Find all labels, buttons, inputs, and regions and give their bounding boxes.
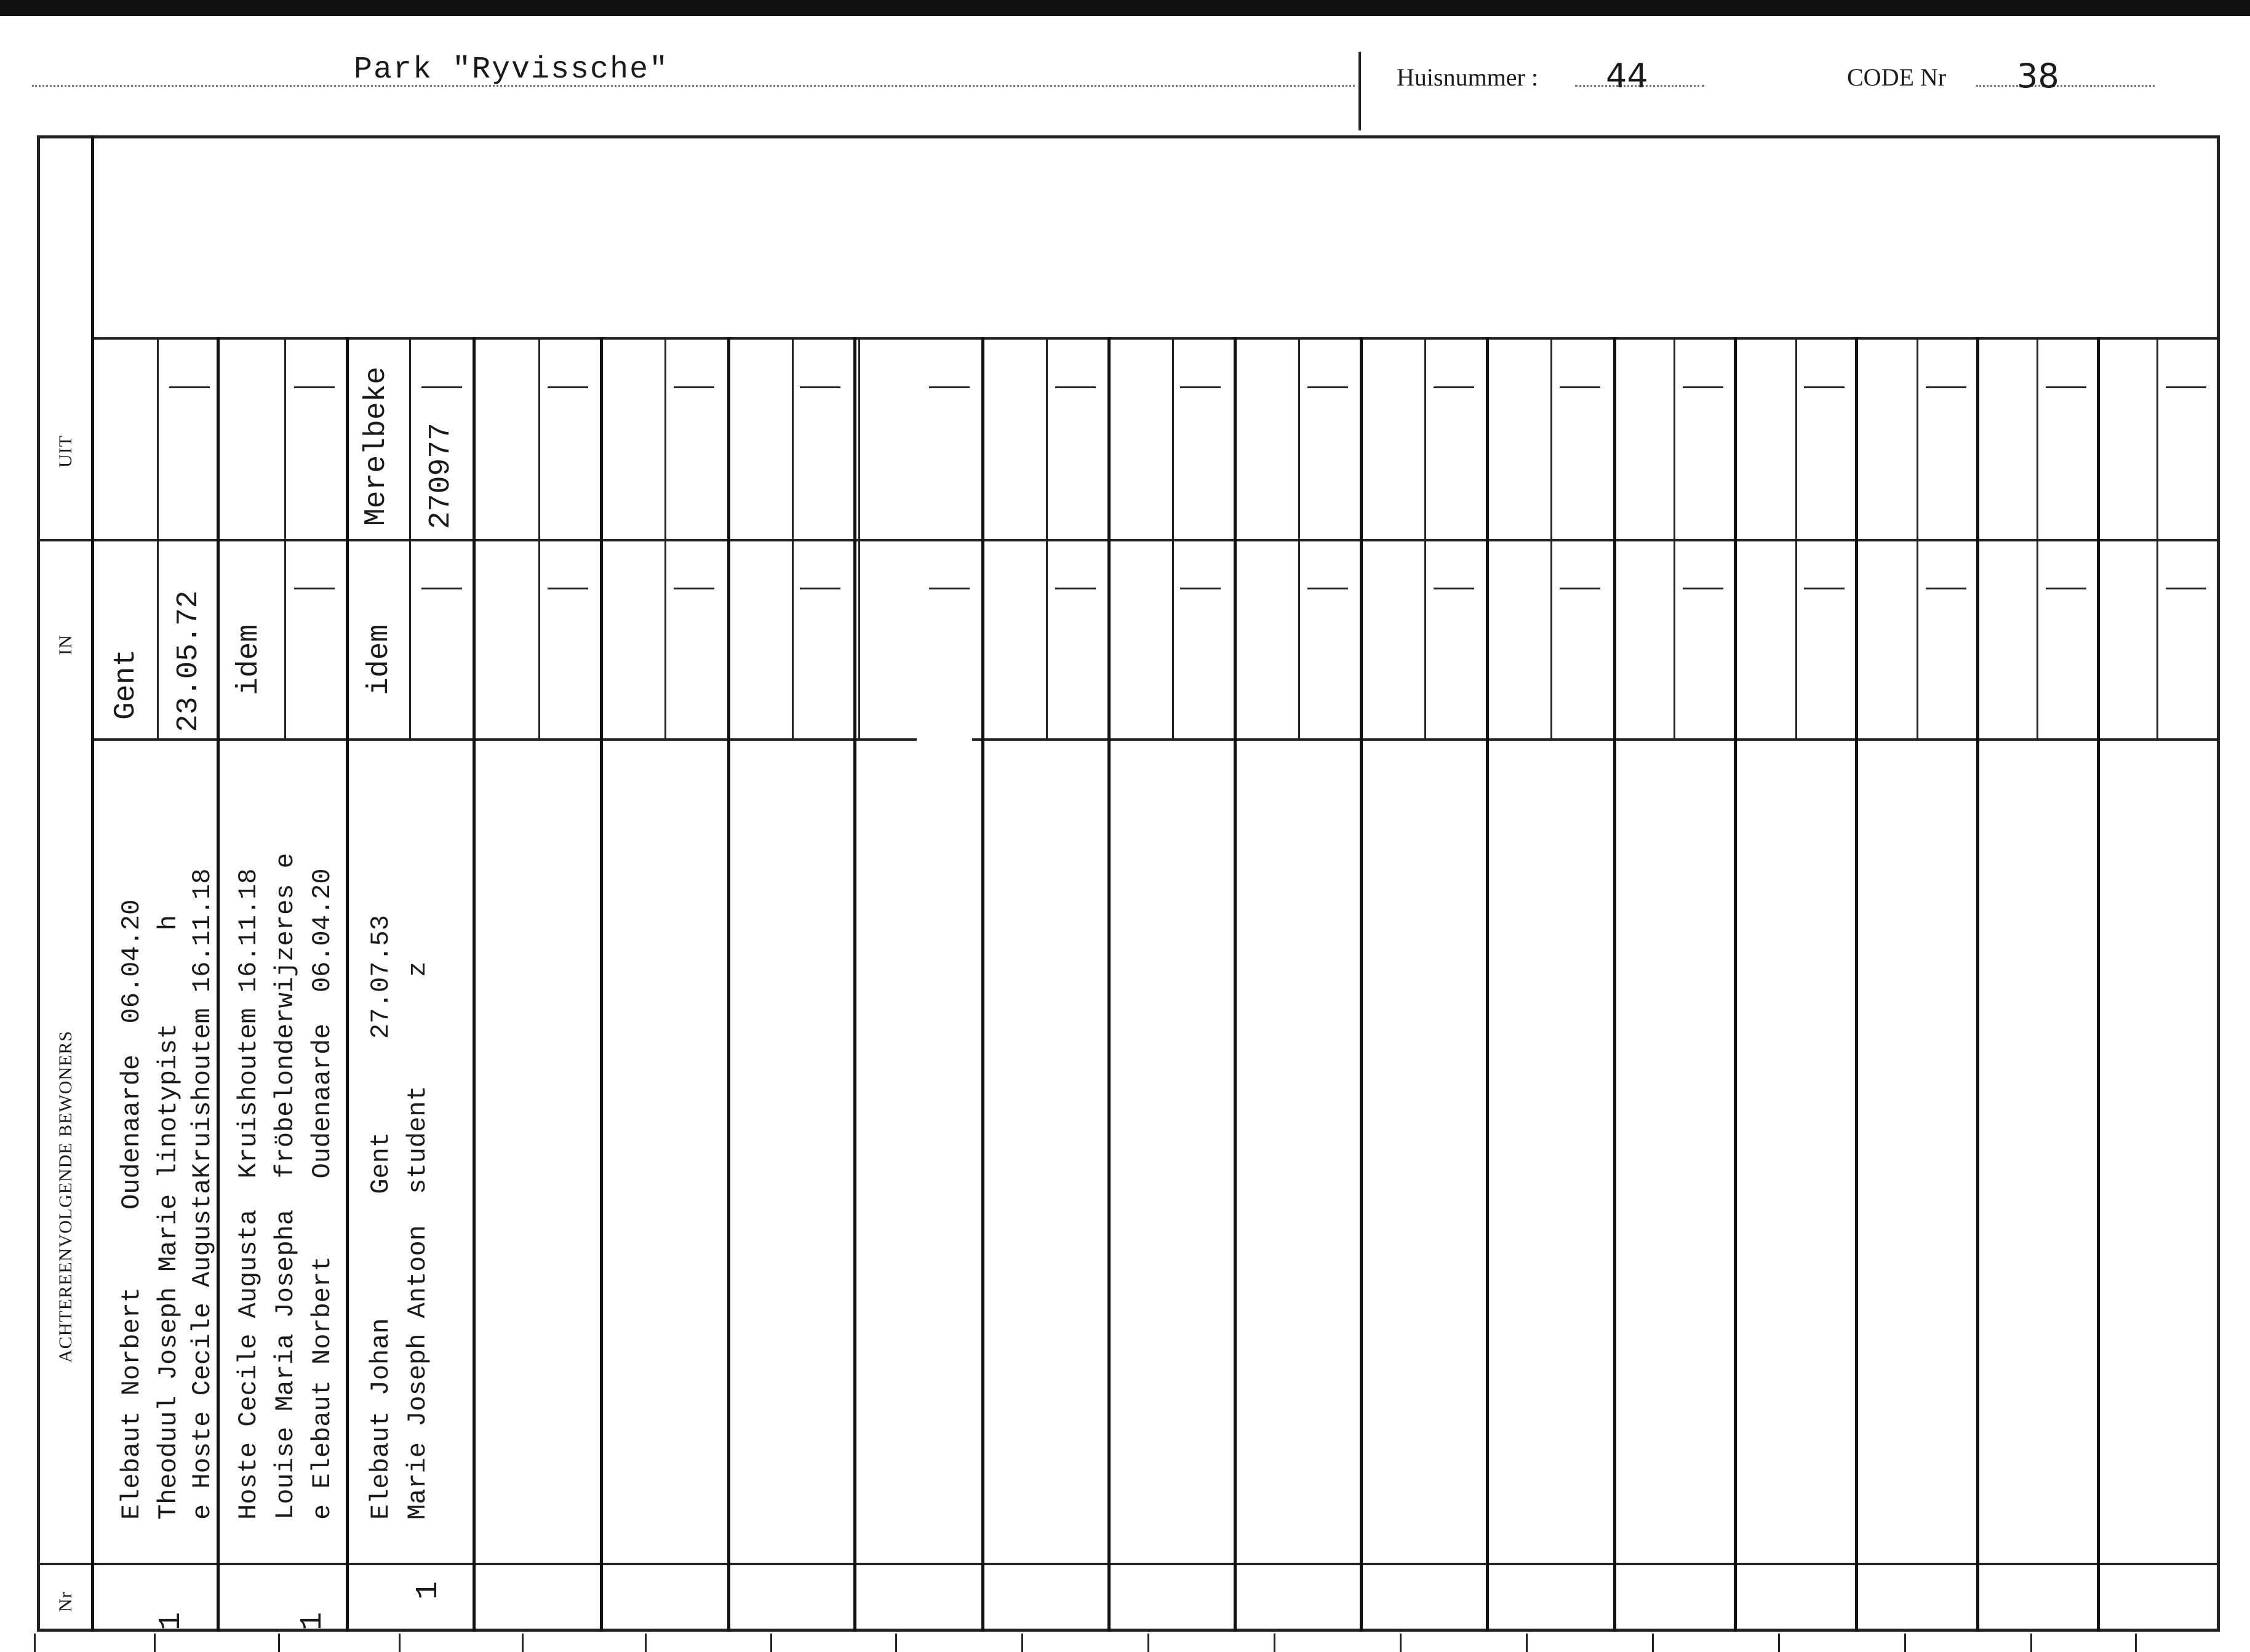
uit-dash: [1434, 386, 1474, 388]
sub-divider-7: [858, 337, 860, 738]
uit-dash: [421, 386, 462, 388]
bottom-tick: [2135, 1634, 2137, 1652]
entry-3-uit-date: 270977: [425, 423, 458, 529]
sub-divider-5: [664, 337, 666, 738]
entry-3-line-1: Elebaut Johan Gent 27.07.53: [366, 915, 396, 1520]
street-dotted-line: [32, 85, 1355, 87]
in-dash: [1180, 588, 1221, 589]
entry-1-in-place: Gent: [110, 648, 143, 720]
in-dash: [1434, 588, 1474, 589]
sub-divider-13: [1674, 337, 1675, 738]
entry-1-line-3: e Hoste Cecile AugustaKruishoutem 16.11.18: [188, 868, 217, 1520]
in-dash: [2046, 588, 2086, 589]
in-dash: [929, 588, 970, 589]
entry-3-uit-place: Merelbeke: [360, 366, 393, 526]
bottom-tick: [1652, 1634, 1654, 1652]
sub-divider-8: [1046, 337, 1048, 738]
entry-divider-15: [1976, 337, 1979, 1632]
uit-dash: [674, 386, 714, 388]
in-dash: [1683, 588, 1723, 589]
in-dash: [1055, 588, 1096, 589]
entry-divider-7: [981, 337, 984, 1632]
uit-dash: [169, 386, 210, 388]
entry-divider-5: [727, 337, 730, 1632]
code-dotted-line: [1976, 85, 2155, 87]
in-dash: [421, 588, 462, 589]
in-dash: [2166, 588, 2206, 589]
entry-divider-4: [600, 337, 603, 1632]
uit-dash: [929, 386, 970, 388]
entry-divider-12: [1613, 337, 1616, 1632]
entry-divider-13: [1734, 337, 1737, 1632]
in-dash: [1926, 588, 1966, 589]
entry-1-line-2: Theoduul Joseph Marie linotypist h: [154, 915, 183, 1520]
bottom-tick: [154, 1634, 156, 1652]
uit-dash: [1307, 386, 1348, 388]
sub-divider-15: [1917, 337, 1918, 738]
entry-divider-2: [346, 337, 349, 1632]
entry-2-line-2: Louise Maria Josepha fröbelonderwijzeres e: [271, 853, 300, 1520]
bottom-tick: [1147, 1634, 1149, 1652]
entry-2-line-1: Hoste Cecile Augusta Kruishoutem 16.11.18: [234, 868, 263, 1520]
bottom-tick: [770, 1634, 772, 1652]
entry-3-in-place: idem: [363, 624, 396, 695]
entry-divider-9: [1234, 337, 1237, 1632]
entry-1-nr: 1: [154, 1611, 189, 1630]
sub-divider-11: [1424, 337, 1426, 738]
bottom-tick: [645, 1634, 647, 1652]
entry-2-line-3: e Elebaut Norbert Oudenaarde 06.04.20: [308, 868, 337, 1520]
entry-divider-14: [1855, 337, 1858, 1632]
uit-dash: [2046, 386, 2086, 388]
entry-divider-16: [2097, 337, 2100, 1632]
in-label: IN: [55, 634, 76, 655]
bottom-tick: [278, 1634, 280, 1652]
street-name: Park "Ryvissche": [354, 52, 669, 87]
sub-divider-6: [792, 337, 794, 738]
bottom-tick: [1021, 1634, 1023, 1652]
uit-dash: [1926, 386, 1966, 388]
uit-dash: [1804, 386, 1845, 388]
sub-divider-14: [1795, 337, 1797, 738]
in-top-line: [37, 539, 2220, 541]
bewoners-top-line-left: [92, 738, 917, 741]
uit-dash: [2166, 386, 2206, 388]
entry-divider-3: [473, 337, 476, 1632]
in-dash: [1307, 588, 1348, 589]
bewoners-top-line-right: [972, 738, 2220, 741]
sub-divider-17: [2156, 337, 2158, 738]
entry-divider-8: [1107, 337, 1111, 1632]
entry-divider-10: [1360, 337, 1363, 1632]
uit-dash: [1683, 386, 1723, 388]
sub-divider-16: [2037, 337, 2038, 738]
uit-label: UIT: [55, 435, 76, 468]
bottom-tick: [2030, 1634, 2032, 1652]
in-dash: [800, 588, 840, 589]
in-dash: [674, 588, 714, 589]
entry-1-line-1: Elebaut Norbert Oudenaarde 06.04.20: [117, 899, 146, 1520]
bottom-tick: [522, 1634, 524, 1652]
sub-divider-2: [284, 337, 286, 738]
in-dash: [1804, 588, 1845, 589]
uit-dash: [800, 386, 840, 388]
bottom-tick: [1526, 1634, 1528, 1652]
uit-dash: [1180, 386, 1221, 388]
bottom-tick: [34, 1634, 36, 1652]
bewoners-label: ACHTEREENVOLGENDE BEWONERS: [55, 1030, 76, 1363]
sub-divider-12: [1550, 337, 1552, 738]
entry-1-in-date: 23.05.72: [172, 590, 205, 732]
uit-top-line: [92, 337, 2220, 340]
uit-dash: [294, 386, 335, 388]
code-value: 38: [2017, 57, 2059, 95]
bottom-tick: [1400, 1634, 1402, 1652]
bottom-tick: [1274, 1634, 1275, 1652]
uit-dash: [548, 386, 588, 388]
uit-dash: [1055, 386, 1096, 388]
entry-2-nr: 1: [295, 1611, 330, 1630]
bottom-tick: [1904, 1634, 1906, 1652]
register-table: [37, 135, 2220, 1632]
sub-divider-9: [1172, 337, 1174, 738]
entry-3-line-2: Marie Joseph Antoon student z: [403, 961, 433, 1520]
nr-top-line: [37, 1563, 2220, 1565]
in-dash: [1560, 588, 1600, 589]
entry-divider-6: [853, 337, 856, 1632]
entry-divider-11: [1486, 337, 1489, 1632]
sub-divider-4: [538, 337, 540, 738]
sub-divider-3: [409, 337, 411, 738]
sub-divider-1: [157, 337, 159, 738]
bottom-tick: [399, 1634, 401, 1652]
label-column-divider: [91, 135, 94, 1632]
uit-dash: [1560, 386, 1600, 388]
entry-2-in-place: idem: [233, 624, 266, 695]
top-border: [0, 0, 2250, 16]
header-separator: [1358, 52, 1361, 130]
in-dash: [294, 588, 335, 589]
huisnummer-label: Huisnummer :: [1397, 63, 1538, 91]
bottom-tick: [895, 1634, 897, 1652]
bottom-tick: [1778, 1634, 1780, 1652]
entry-3-nr: 1: [411, 1581, 446, 1600]
in-dash: [548, 588, 588, 589]
huisnummer-value: 44: [1606, 57, 1648, 95]
code-label: CODE Nr: [1847, 63, 1947, 91]
nr-label: Nr: [55, 1591, 76, 1612]
sub-divider-10: [1298, 337, 1300, 738]
